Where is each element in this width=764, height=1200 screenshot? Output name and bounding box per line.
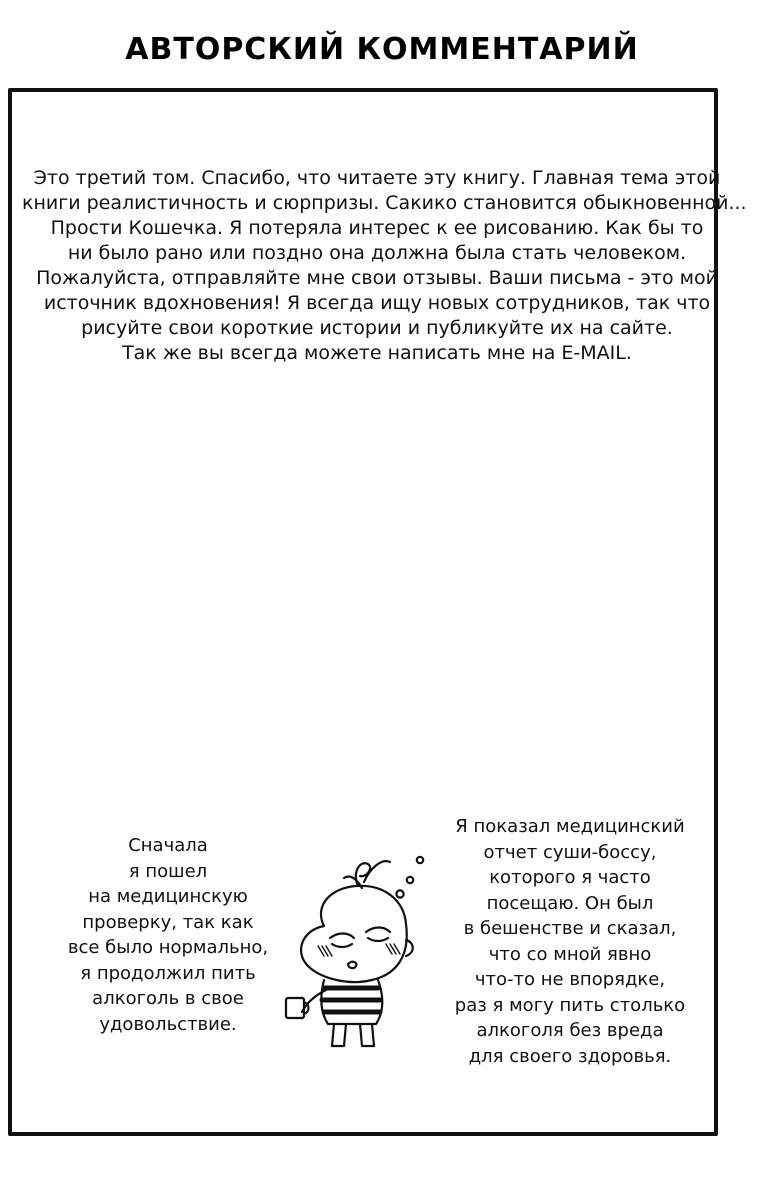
left-note <box>58 833 278 1037</box>
intro-line: Так же вы всегда можете написать мне на E-MAIL. <box>122 342 632 364</box>
bubble-icon <box>396 890 403 897</box>
intro-line: источник вдохновения! Я всегда ищу новых сотрудников, так что <box>43 292 711 314</box>
right-note-line: посещаю. Он был <box>486 892 654 914</box>
right-note-line: отчет суши-боссу, <box>483 841 657 863</box>
intro-line: Прости Кошечка. Я потеряла интерес к ее рисованию. Как бы то <box>50 217 704 239</box>
page-title: АВТОРСКИЙ КОММЕНТАРИЙ <box>125 32 639 67</box>
left-note-line: алкоголь в свое <box>92 988 244 1009</box>
right-note-line: для своего здоровья. <box>468 1045 672 1067</box>
left-note-line: на медицинскую <box>88 886 248 907</box>
right-note <box>438 814 702 1069</box>
bubble-icon <box>407 877 413 883</box>
left-note-line: удовольствие. <box>99 1013 237 1035</box>
intro-line: книги реалистичность и сюрпризы. Сакико становится обыкновенной... <box>22 192 747 214</box>
bubble-icon <box>417 857 423 863</box>
intro-line: рисуйте свои короткие истории и публикуйте их на сайте. <box>81 317 673 339</box>
chibi-author-drawing <box>272 848 432 1058</box>
intro-line: ни было рано или поздно она должна была стать человеком. <box>67 242 687 264</box>
intro-line: Пожалуйста, отправляйте мне свои отзывы. Ваши письма - это мой <box>36 267 718 289</box>
left-note-line: проверку, так как <box>82 911 254 933</box>
right-note-line: которого я часто <box>489 867 651 888</box>
right-note-line: что-то не впорядке, <box>474 969 666 990</box>
right-note-line: раз я могу пить столько <box>454 994 686 1016</box>
right-note-line: алкоголя без вреда <box>476 1020 664 1041</box>
intro-line: Это третий том. Спасибо, что читаете эту книгу. Главная тема этой <box>33 167 721 189</box>
intro-text <box>22 166 747 366</box>
right-note-line: Я показал медицинский <box>455 816 685 837</box>
left-note-line: я пошел <box>128 860 208 882</box>
left-note-line: я продолжил пить <box>80 962 256 984</box>
left-note-line: Сначала <box>128 835 208 856</box>
mouth-icon <box>348 962 356 968</box>
left-note-line: все было нормально, <box>67 937 269 958</box>
right-note-line: в бешенстве и сказал, <box>463 918 677 939</box>
right-note-line: что со мной явно <box>488 943 652 965</box>
cup-icon <box>286 998 304 1018</box>
eye-icon <box>330 934 354 939</box>
eye-icon <box>366 928 390 933</box>
